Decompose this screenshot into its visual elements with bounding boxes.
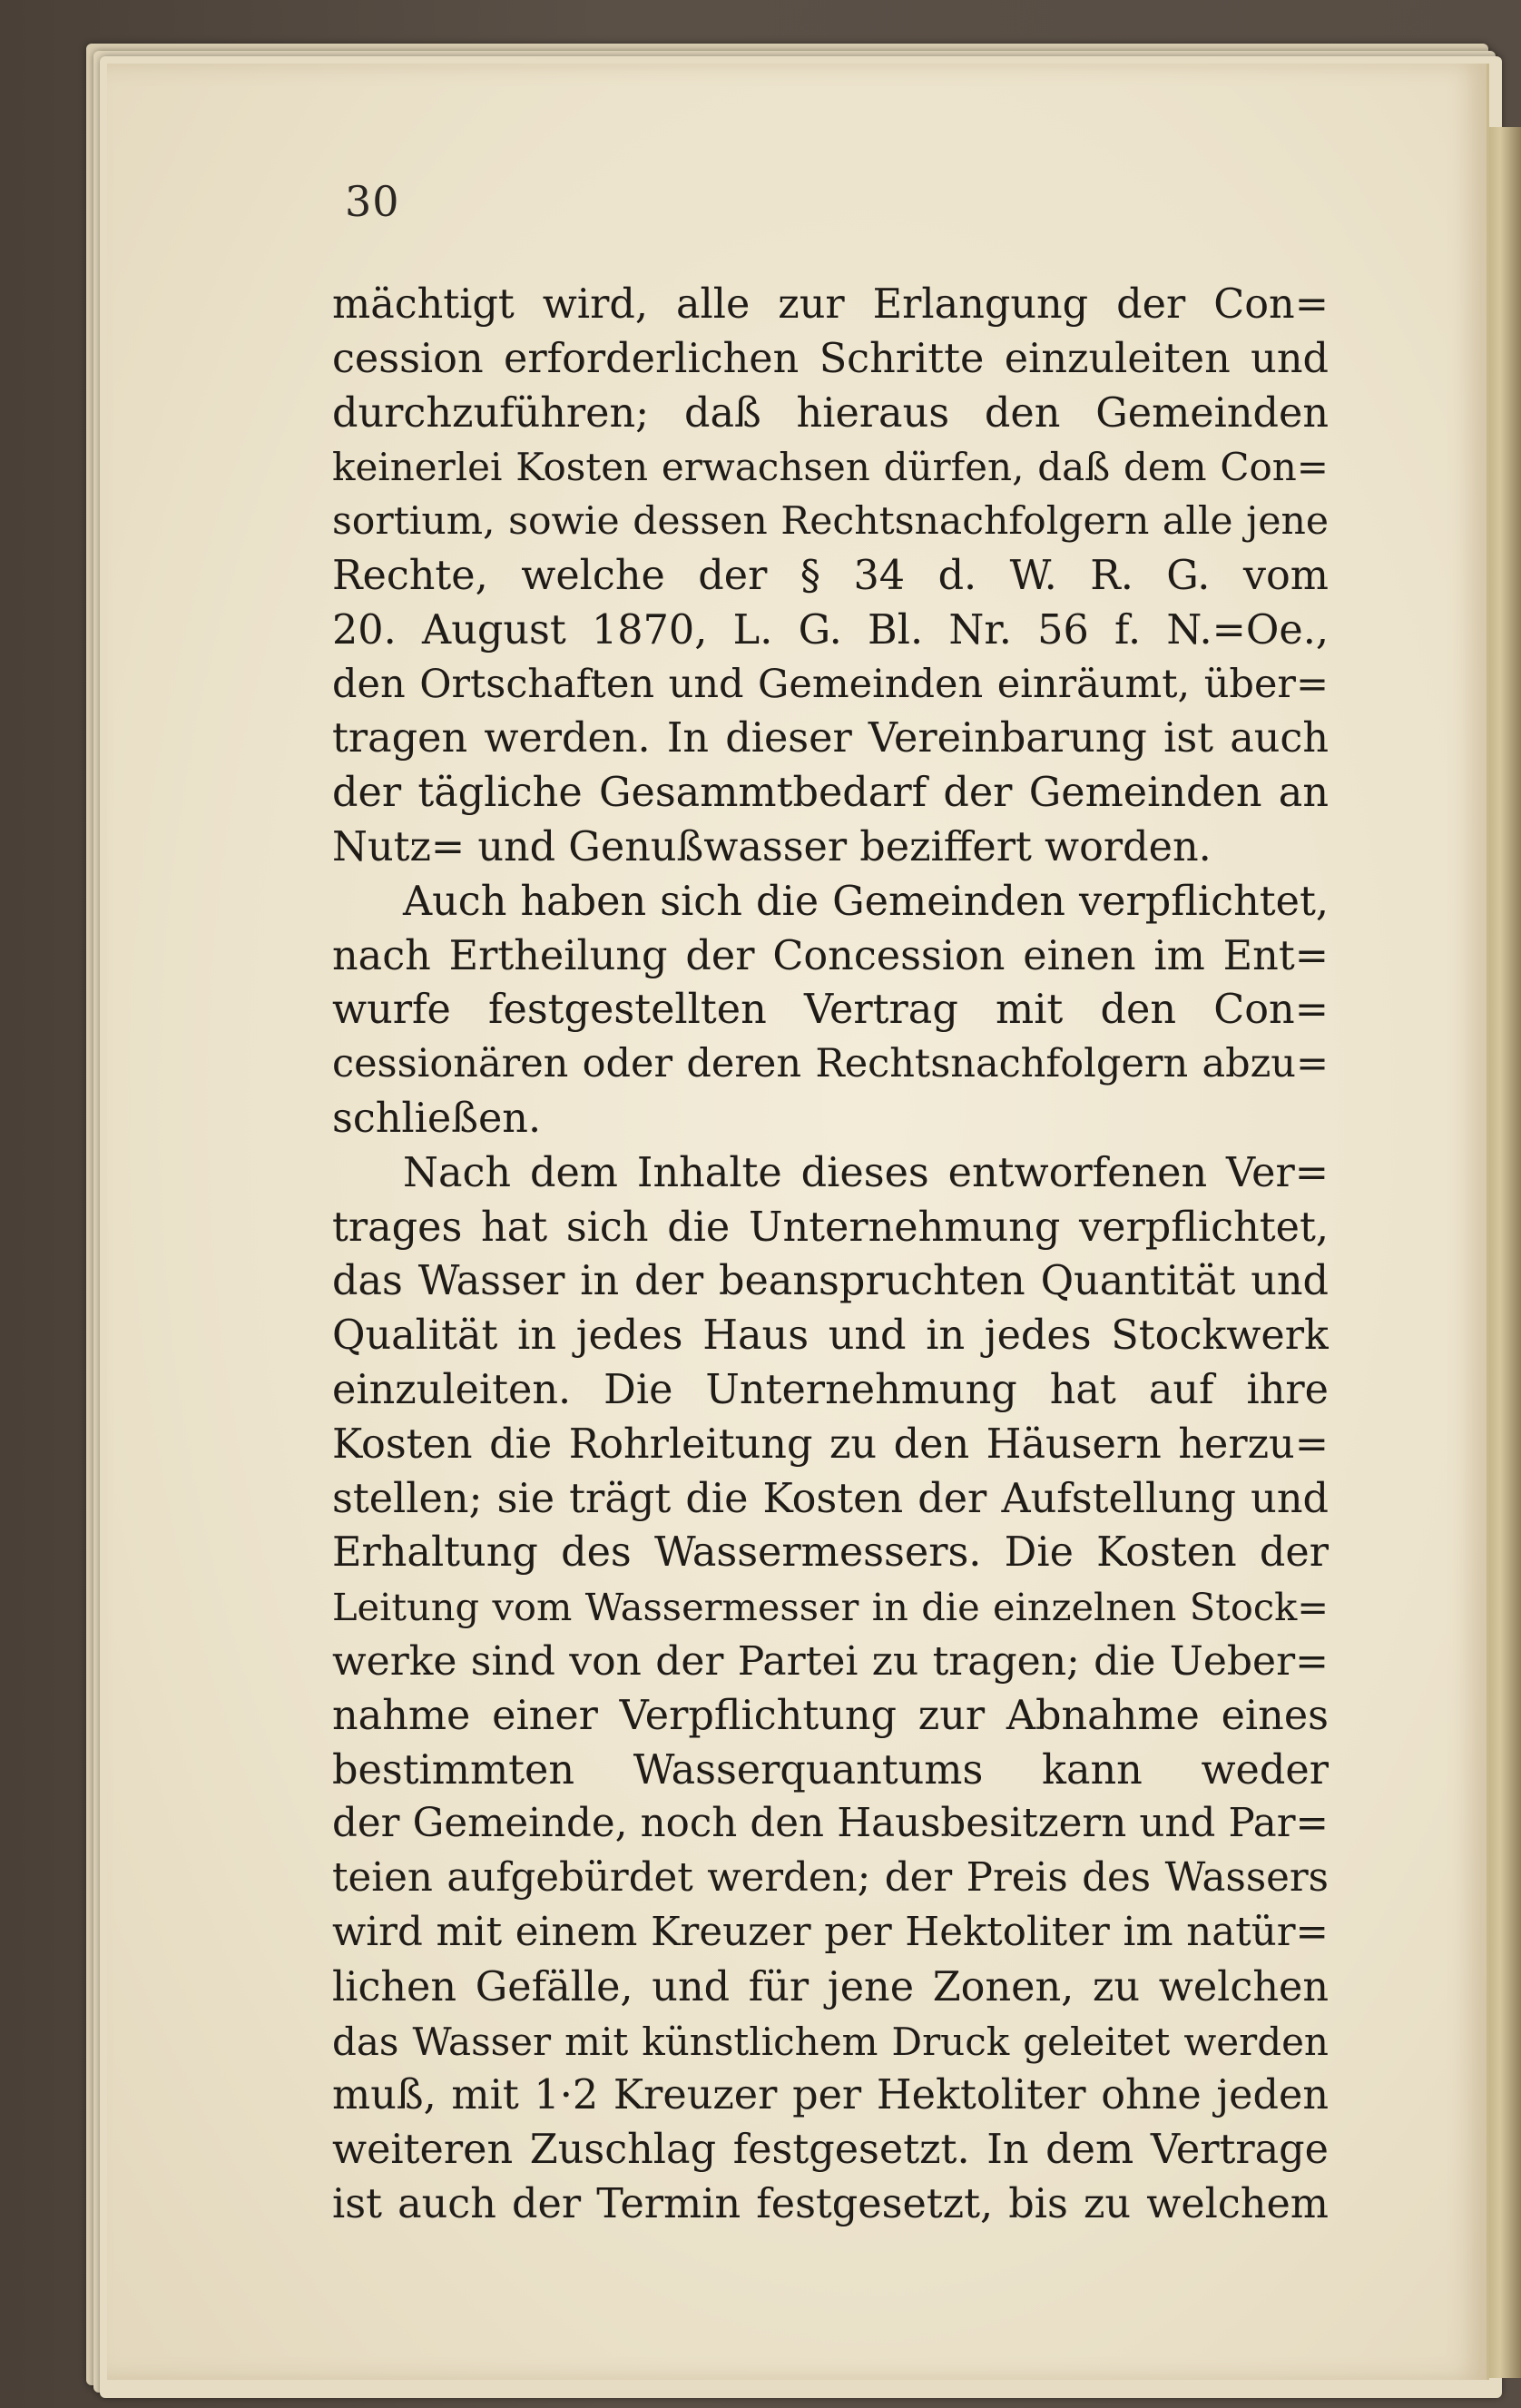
text-line: mächtigt wird, alle zur Erlangung der Con= [332,281,1329,328]
text-line: Qualität in jedes Haus und in jedes Stockwerk [332,1312,1329,1360]
text-line: schließen. [332,1095,542,1142]
text-line: 20. August 1870, L. G. Bl. Nr. 56 f. N.=Oe., [332,606,1329,654]
text-line: einzuleiten. Die Unternehmung hat auf ihre [332,1366,1329,1413]
text-line: den Ortschaften und Gemeinden einräumt, über= [332,661,1329,707]
text-line: sortium, sowie dessen Rechtsnachfolgern alle jene [332,499,1329,545]
text-line: das Wasser in der beanspruchten Quantität und [332,1258,1329,1305]
text-line: das Wasser mit künstlichem Druck geleitet werden [332,2019,1329,2064]
text-line: nahme einer Verpflichtung zur Abnahme eines [332,1692,1329,1739]
text-line: der tägliche Gesammtbedarf der Gemeinden an [332,770,1329,817]
text-line: stellen; sie trägt die Kosten der Aufstellung und [332,1475,1329,1522]
text-line: der Gemeinde, noch den Hausbesitzern und Par= [332,1801,1329,1847]
text-line: ist auch der Termin festgesetzt, bis zu welchem [332,2180,1329,2227]
text-line: wurfe festgestellten Vertrag mit den Con= [332,987,1329,1034]
text-line: Rechte, welche der § 34 d. W. R. G. vom [332,552,1329,599]
text-line: Auch haben sich die Gemeinden verpflichtet, [403,878,1329,925]
page-number: 30 [345,177,400,226]
text-line: muß, mit 1·2 Kreuzer per Hektoliter ohne jeden [332,2072,1329,2119]
text-line: bestimmten Wasserquantums kann weder [332,1746,1329,1794]
text-line: Nutz= und Genußwasser beziffert worden. [332,823,1212,870]
text-line: nach Ertheilung der Concession einen im Ent= [332,932,1329,979]
text-line: keinerlei Kosten erwachsen dürfen, daß dem Con= [332,445,1329,490]
text-line: cession erforderlichen Schritte einzuleiten und [332,335,1329,382]
text-line: werke sind von der Partei zu tragen; die Ueber= [332,1637,1329,1685]
text-line: wird mit einem Kreuzer per Hektoliter im natür= [332,1909,1329,1955]
text-line: cessionären oder deren Rechtsnachfolgern abzu= [332,1041,1329,1087]
body-text [332,278,1329,2232]
text-line: Nach dem Inhalte dieses entworfenen Ver= [403,1149,1329,1196]
text-line: Leitung vom Wassermesser in die einzelnen Stock= [332,1585,1329,1630]
text-line: tragen werden. In dieser Vereinbarung ist auch [332,715,1329,762]
text-line: trages hat sich die Unternehmung verpflichtet, [332,1204,1329,1251]
text-line: durchzuführen; daß hieraus den Gemeinden [332,389,1329,437]
text-line: Kosten die Rohrleitung zu den Häusern herzu= [332,1420,1329,1468]
text-line: teien aufgebürdet werden; der Preis des Wassers [332,1855,1329,1902]
text-line: Erhaltung des Wassermessers. Die Kosten der [332,1529,1329,1577]
text-line: weiteren Zuschlag festgesetzt. In dem Vertrage [332,2127,1329,2174]
text-line: lichen Gefälle, und für jene Zonen, zu welchen [332,1963,1329,2010]
